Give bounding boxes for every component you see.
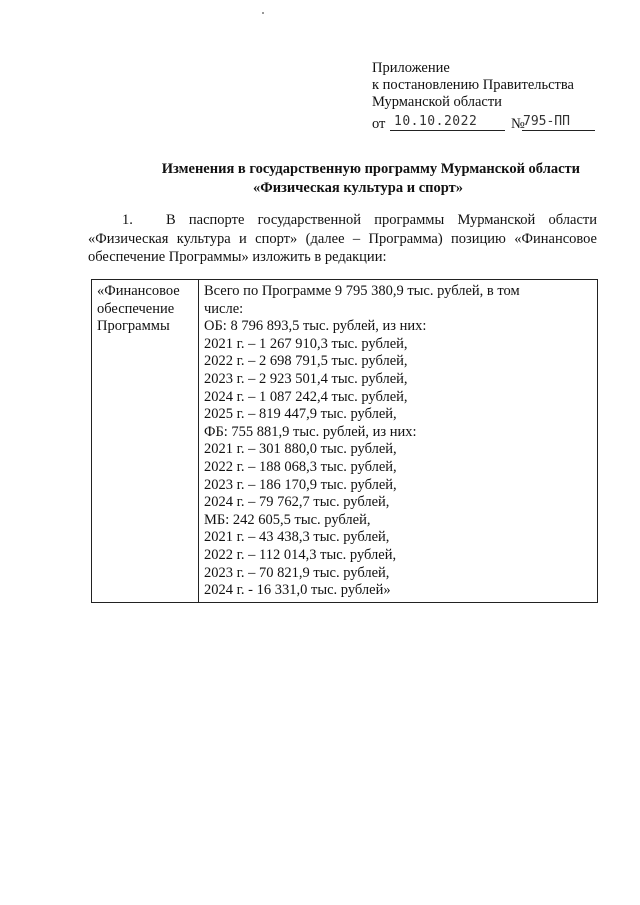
appendix-number: 795-ПП (523, 114, 570, 129)
content-line: 2021 г. – 301 880,0 тыс. рублей, (204, 441, 397, 458)
table-label-cell (92, 280, 199, 603)
content-line: 2025 г. – 819 447,9 тыс. рублей, (204, 406, 397, 423)
content-line: 2021 г. – 1 267 910,3 тыс. рублей, (204, 335, 408, 352)
paragraph-number: 1. (122, 212, 133, 228)
paragraph-line-2: «Физическая культура и спорт» (далее – Программа) позицию «Финансовое (88, 230, 597, 247)
content-line: 2023 г. – 70 821,9 тыс. рублей, (204, 564, 390, 581)
appendix-line-1: Приложение (372, 60, 450, 76)
content-line: ФБ: 755 881,9 тыс. рублей, из них: (204, 423, 417, 440)
appendix-ot-label: от (372, 116, 386, 132)
content-line: 2024 г. – 79 762,7 тыс. рублей, (204, 494, 390, 511)
content-line: 2024 г. – 1 087 242,4 тыс. рублей, (204, 388, 408, 405)
paragraph-line-3: обеспечение Программы» изложить в редакции: (88, 249, 387, 265)
appendix-block (372, 60, 632, 133)
scan-speck (262, 12, 264, 14)
paragraph-1 (88, 211, 597, 267)
date-underline (390, 130, 505, 131)
content-line: числе: (204, 300, 244, 317)
financing-table (91, 279, 598, 603)
number-underline (522, 130, 595, 131)
content-line: 2022 г. – 188 068,3 тыс. рублей, (204, 458, 397, 475)
table-content-cell (199, 280, 598, 603)
title-line-1: Изменения в государственную программу Мурманской области (161, 161, 580, 177)
appendix-number-sign: № (511, 116, 525, 132)
table-row (92, 280, 598, 603)
content-line: 2022 г. – 112 014,3 тыс. рублей, (204, 546, 397, 563)
paragraph-line-1 (88, 211, 597, 230)
content-line: 2022 г. – 2 698 791,5 тыс. рублей, (204, 353, 408, 370)
content-line: 2024 г. - 16 331,0 тыс. рублей» (204, 582, 391, 599)
label-line: Программы (97, 318, 170, 335)
content-line: 2021 г. – 43 438,3 тыс. рублей, (204, 529, 390, 546)
label-line: обеспечение (97, 300, 175, 317)
content-line: ОБ: 8 796 893,5 тыс. рублей, из них: (204, 318, 427, 335)
content-line: 2023 г. – 2 923 501,4 тыс. рублей, (204, 370, 408, 387)
title-line-2: «Физическая культура и спорт» (253, 180, 463, 196)
content-line: 2023 г. – 186 170,9 тыс. рублей, (204, 476, 397, 493)
content-line: Всего по Программе 9 795 380,9 тыс. рублей, в том (204, 283, 520, 299)
paragraph-line-1-text: В паспорте государственной программы Мурманской области (166, 212, 597, 228)
label-line: «Финансовое (97, 283, 180, 299)
appendix-line-2: к постановлению Правительства (372, 77, 574, 93)
document-title (100, 160, 600, 198)
appendix-line-3: Мурманской области (372, 94, 502, 110)
appendix-date-number-line (372, 111, 632, 133)
content-line: МБ: 242 605,5 тыс. рублей, (204, 511, 371, 528)
appendix-date: 10.10.2022 (394, 114, 478, 129)
